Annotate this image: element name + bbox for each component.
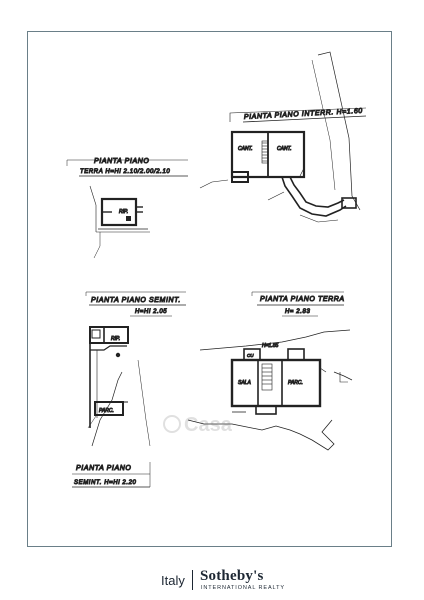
plan-terra-main-subtitle: H= 2.83	[285, 309, 311, 315]
brand-divider	[192, 570, 193, 590]
brand-country: Italy	[161, 573, 185, 588]
plan-seminterrato-bottom-label	[72, 462, 150, 487]
plan-seminterrato-top-room: RIP.	[111, 336, 121, 342]
plan-seminterrato-bottom-room: PARC.	[99, 408, 114, 414]
plan-terra-main-room-sala: SALA	[238, 380, 251, 386]
plan-terra-main-room-h: H=1.85	[262, 343, 279, 349]
watermark-text: Casa	[184, 414, 232, 436]
plan-seminterrato-top-title-2: H=Hl 2.05	[135, 309, 168, 315]
watermark	[164, 414, 233, 436]
plan-terra-small-title-1: PIANTA PIANO	[94, 158, 150, 165]
plan-interrato-title: PIANTA PIANO INTERR. H=1.60	[243, 107, 364, 121]
plan-terra-small-title-2: TERRA H=Hl 2.10/2.00/2.10	[80, 169, 171, 175]
brand-logo-subtitle: INTERNATIONAL REALTY	[201, 585, 285, 591]
plan-terra-main-room-parc: PARC.	[288, 380, 303, 386]
plan-interrato	[200, 52, 366, 222]
plan-terra-small-room: RIP.	[119, 209, 129, 215]
plan-seminterrato	[86, 292, 186, 446]
brand-logo-name: Sotheby's	[200, 568, 264, 584]
plan-terra-main-room-cu: CU	[247, 353, 254, 358]
plan-interrato-room-1: CANT.	[238, 146, 253, 152]
plan-seminterrato-bottom-title-2: SEMINT. H=Hl 2.20	[74, 480, 137, 486]
plan-seminterrato-top-title-1: PIANTA PIANO SEMINT.	[91, 297, 181, 304]
plan-terra-small	[67, 158, 188, 258]
plan-seminterrato-bottom-title-1: PIANTA PIANO	[76, 465, 132, 472]
plan-terra-main-title: PIANTA PIANO TERRA	[260, 296, 345, 303]
plan-interrato-room-2: CANT.	[277, 146, 292, 152]
footer-branding	[0, 568, 424, 594]
